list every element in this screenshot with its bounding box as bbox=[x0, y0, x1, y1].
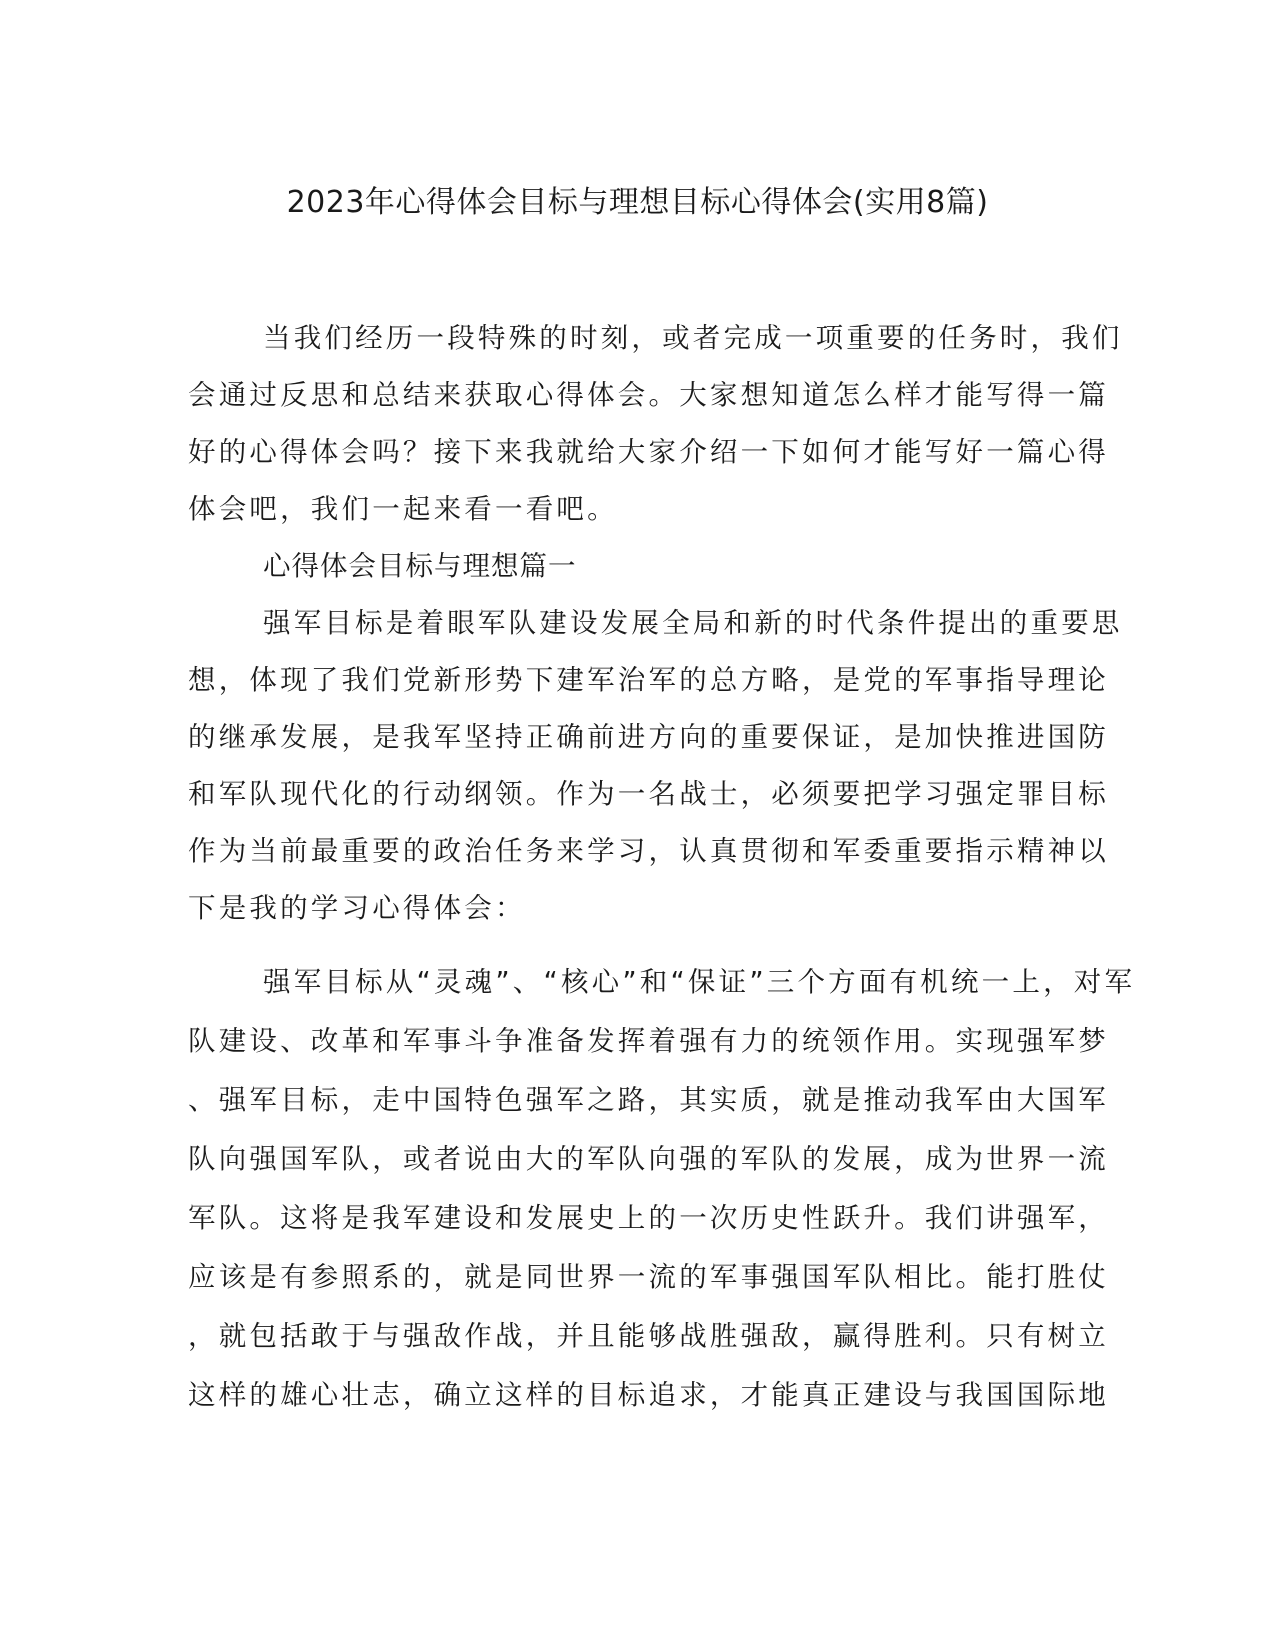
paragraph-line: 作为当前最重要的政治任务来学习，认真贯彻和军委重要指示精神以 bbox=[188, 835, 1109, 867]
paragraph-line: 的继承发展，是我军坚持正确前进方向的重要保证，是加快推进国防 bbox=[188, 721, 1109, 753]
paragraph-line: 强军目标是着眼军队建设发展全局和新的时代条件提出的重要思 bbox=[263, 607, 1123, 639]
paragraph-line: 和军队现代化的行动纲领。作为一名战士，必须要把学习强定罪目标 bbox=[188, 778, 1109, 810]
paragraph-line: 下是我的学习心得体会： bbox=[188, 892, 526, 924]
section-heading: 心得体会目标与理想篇一 bbox=[263, 550, 577, 582]
paragraph-line: 军队。这将是我军建设和发展史上的一次历史性跃升。我们讲强军， bbox=[188, 1202, 1109, 1234]
paragraph-line: 、强军目标，走中国特色强军之路，其实质，就是推动我军由大国军 bbox=[188, 1084, 1109, 1116]
paragraph-line: 队建设、改革和军事斗争准备发挥着强有力的统领作用。实现强军梦 bbox=[188, 1025, 1109, 1057]
paragraph-line: 当我们经历一段特殊的时刻，或者完成一项重要的任务时，我们 bbox=[263, 322, 1123, 354]
paragraph-line: 体会吧，我们一起来看一看吧。 bbox=[188, 493, 618, 525]
paragraph-line: 强军目标从“灵魂”、“核心”和“保证”三个方面有机统一上，对军 bbox=[263, 966, 1136, 998]
paragraph-line: 会通过反思和总结来获取心得体会。大家想知道怎么样才能写得一篇 bbox=[188, 379, 1109, 411]
paragraph-line: 应该是有参照系的，就是同世界一流的军事强国军队相比。能打胜仗 bbox=[188, 1261, 1109, 1293]
document-title: 2023年心得体会目标与理想目标心得体会(实用8篇) bbox=[286, 185, 989, 220]
paragraph-line: 想，体现了我们党新形势下建军治军的总方略，是党的军事指导理论 bbox=[188, 664, 1109, 696]
paragraph-line: 队向强国军队，或者说由大的军队向强的军队的发展，成为世界一流 bbox=[188, 1143, 1109, 1175]
paragraph-line: ，就包括敢于与强敌作战，并且能够战胜强敌，赢得胜利。只有树立 bbox=[188, 1320, 1109, 1352]
paragraph-line: 好的心得体会吗？接下来我就给大家介绍一下如何才能写好一篇心得 bbox=[188, 436, 1109, 468]
paragraph-line: 这样的雄心壮志，确立这样的目标追求，才能真正建设与我国国际地 bbox=[188, 1379, 1109, 1411]
